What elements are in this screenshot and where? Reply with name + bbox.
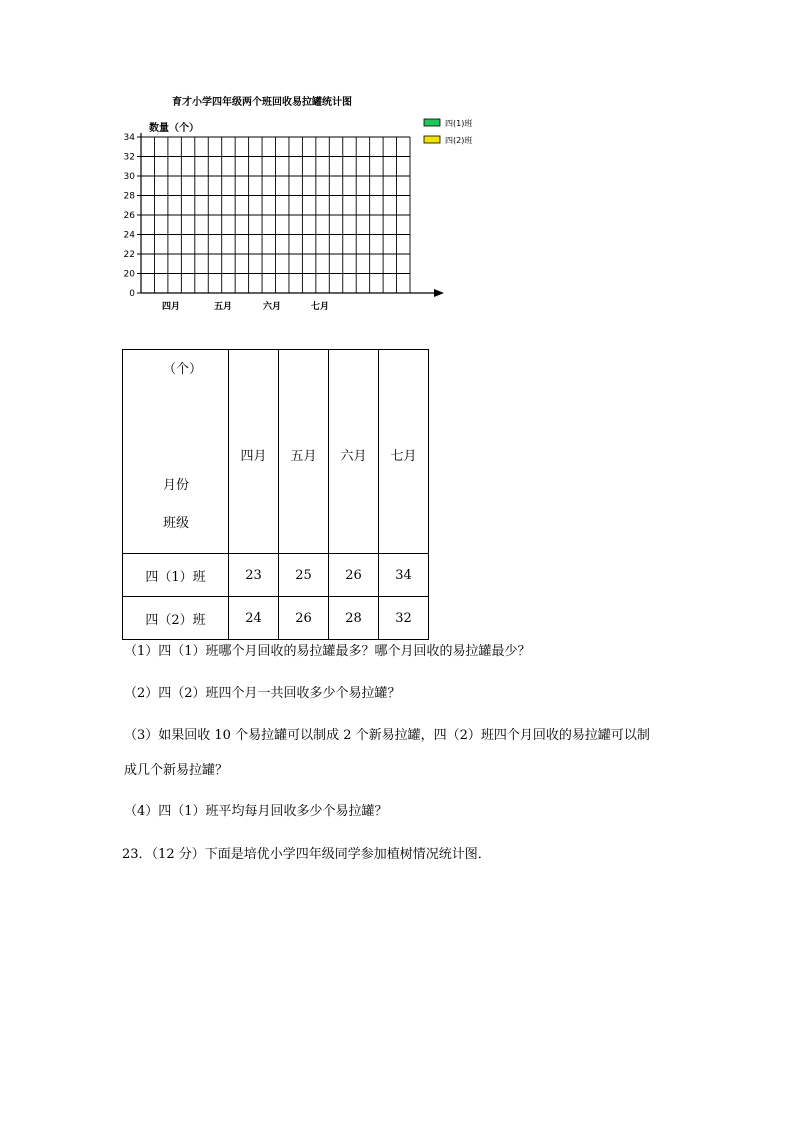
legend-label-class1: 四(1)班 <box>445 119 473 128</box>
table-cell: 25 <box>279 554 329 597</box>
x-axis-arrow <box>434 289 444 297</box>
unit-label: （个） <box>163 362 203 377</box>
y-axis-ticks <box>124 133 141 299</box>
y-tick-label: 22 <box>123 250 135 260</box>
month-header: 五月 <box>279 350 329 554</box>
y-tick-label: 28 <box>123 191 135 202</box>
y-tick-label: 30 <box>123 172 135 182</box>
x-tick-label: 四月 <box>161 302 181 312</box>
question-3-line-1: （3）如果回收 10 个易拉罐可以制成 2 个新易拉罐，四（2）班四个月回收的易拉罐可以制 <box>124 728 650 743</box>
row-label: 四（1）班 <box>123 554 229 597</box>
table-cell: 24 <box>229 597 279 640</box>
legend-swatch-class1 <box>424 119 440 126</box>
month-header: 四月 <box>229 350 279 554</box>
table-cell: 34 <box>379 554 429 597</box>
x-tick-label: 六月 <box>262 302 282 312</box>
month-header-label: 月份 <box>163 478 190 493</box>
legend-swatch-class2 <box>424 136 440 143</box>
question-1: （1）四（1）班哪个月回收的易拉罐最多？哪个月回收的易拉罐最少？ <box>124 644 531 659</box>
data-table <box>122 349 429 640</box>
y-tick-label: 24 <box>123 230 135 241</box>
y-tick-label: 0 <box>129 289 135 299</box>
x-axis-ticks <box>162 300 329 312</box>
table-cell: 28 <box>329 597 379 640</box>
question-2: （2）四（2）班四个月一共回收多少个易拉罐？ <box>124 686 401 701</box>
question-4: （4）四（1）班平均每月回收多少个易拉罐？ <box>124 804 388 819</box>
legend-label-class2: 四(2)班 <box>445 136 473 145</box>
table-cell: 23 <box>229 554 279 597</box>
table-row <box>123 597 429 640</box>
y-axis-label: 数量（个） <box>149 123 199 134</box>
class-header-label: 班级 <box>163 516 190 531</box>
y-tick-label: 26 <box>123 211 135 221</box>
table-row <box>123 554 429 597</box>
bar-chart <box>112 88 473 318</box>
month-header: 六月 <box>329 350 379 554</box>
y-tick-label: 34 <box>123 133 135 143</box>
row-label: 四（2）班 <box>123 597 229 640</box>
month-header: 七月 <box>379 350 429 554</box>
table-cell: 26 <box>279 597 329 640</box>
question-23: 23．（12 分）下面是培优小学四年级同学参加植树情况统计图． <box>122 847 491 862</box>
table-cell: 32 <box>379 597 429 640</box>
question-3-line-2: 成几个新易拉罐？ <box>124 763 229 778</box>
legend <box>424 118 472 145</box>
table-header-row <box>123 350 429 554</box>
x-tick-label: 七月 <box>310 302 330 312</box>
corner-cell <box>123 350 229 554</box>
chart-title: 育才小学四年级两个班回收易拉罐统计图 <box>172 97 352 108</box>
y-tick-label: 32 <box>123 152 135 163</box>
x-tick-label: 五月 <box>213 302 233 312</box>
chart-grid <box>141 137 410 293</box>
y-tick-label: 20 <box>123 269 135 280</box>
table-cell: 26 <box>329 554 379 597</box>
